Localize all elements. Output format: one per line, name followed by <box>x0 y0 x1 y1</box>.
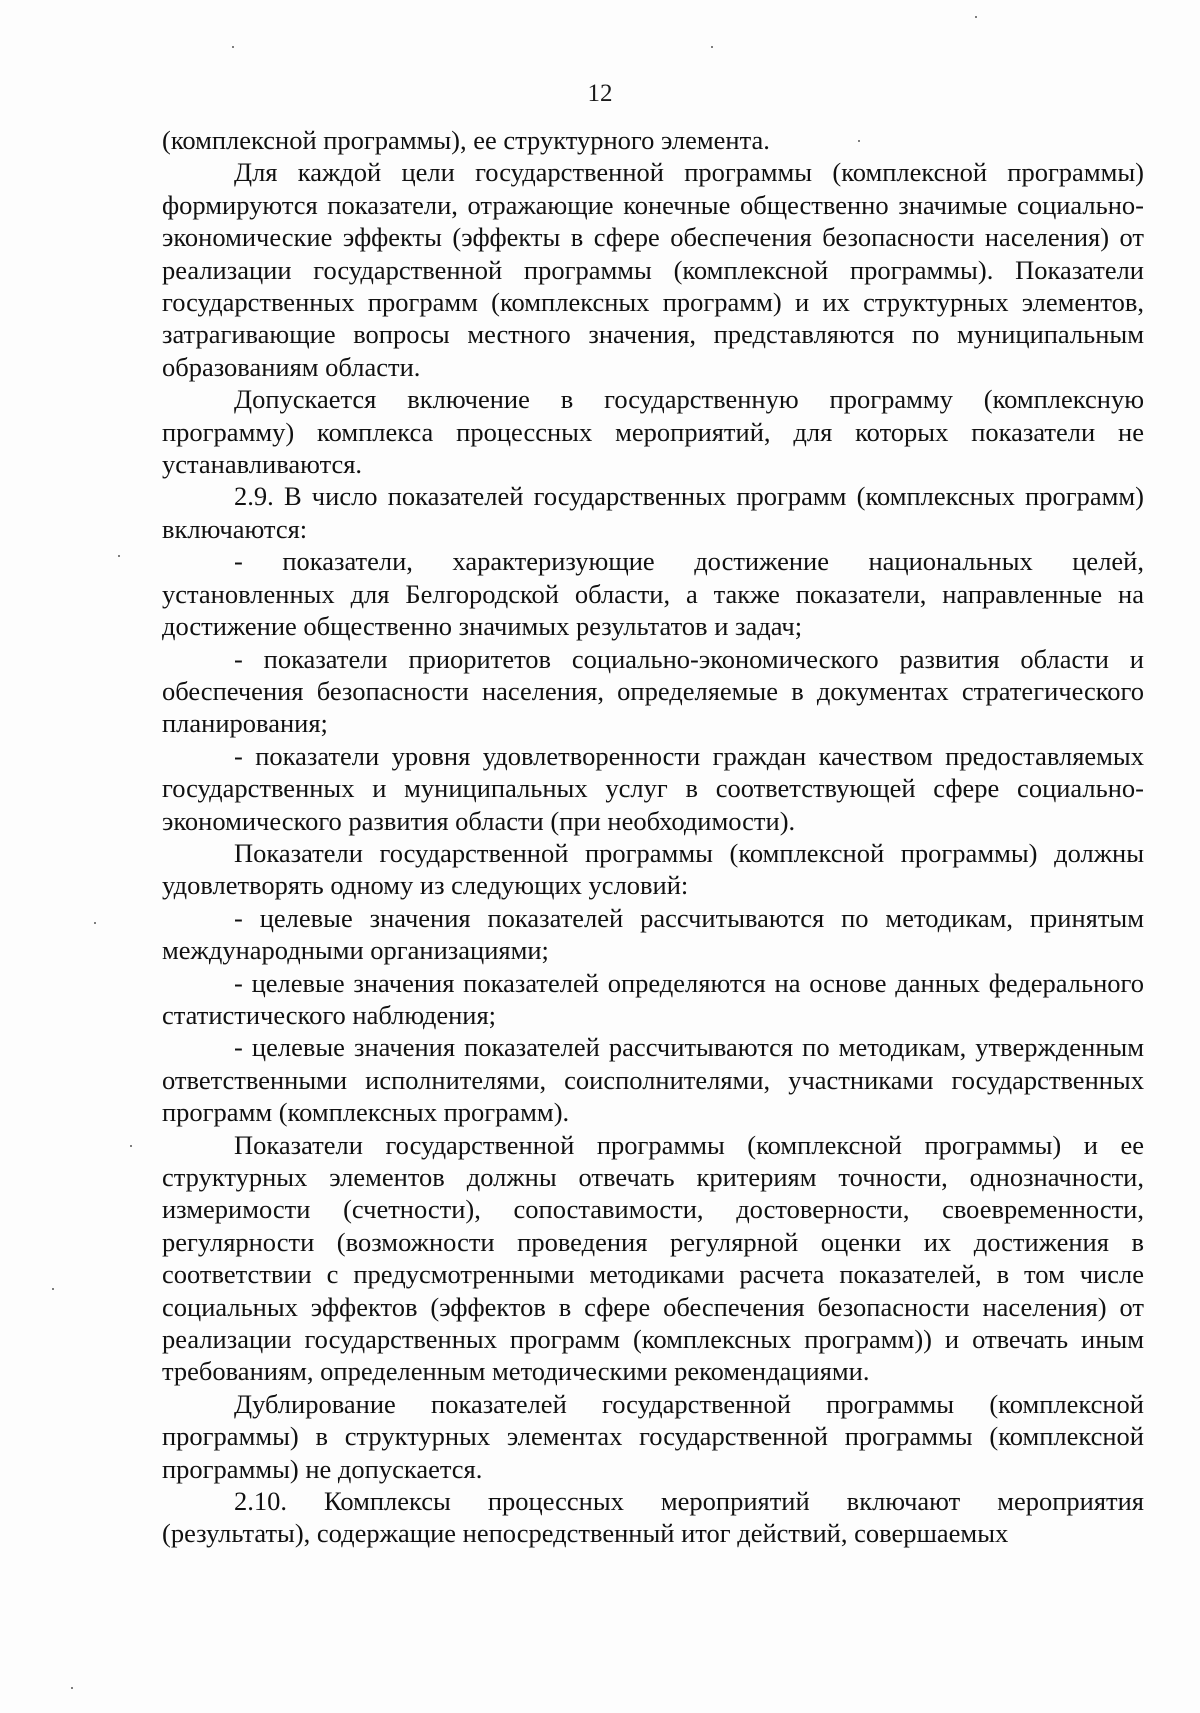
scan-speck <box>130 1145 132 1147</box>
scan-speck <box>118 555 120 557</box>
section-2-10-paragraph: 2.10. Комплексы процессных мероприятий включают мероприятия (результаты), содержащие непосредственный итог действий, совершаемых <box>162 1486 1144 1549</box>
paragraph: Дублирование показателей государственной программы (комплексной программы) в структурных элементах государственной программы (комплексной программы) не допускается. <box>162 1388 1144 1484</box>
scan-speck <box>94 922 96 924</box>
list-item: - целевые значения показателей рассчитываются по методикам, принятым международными организациями; <box>162 902 1144 966</box>
paragraph: (комплексной программы), ее структурного элемента. <box>162 125 770 155</box>
paragraph: Показатели государственной программы (комплексной программы) и ее структурных элементов должны отвечать критериям точности, однозначности, измеримости (счетности), сопоставимости, достоверности, своевременности, регулярности (возможности проведения регулярной оценки их достижения в соответствии с предусмотренными методиками расчета показателей, в том числе социальных эффектов (эффектов в сфере обеспечения безопасности населения) от реализации государственных программ (комплексных программ)) и отвечать иным требованиям, определенным методическими рекомендациями. <box>162 1129 1144 1387</box>
paragraph: Для каждой цели государственной программы (комплексной программы) формируются показатели, отражающие конечные общественно значимые социально-экономические эффекты (эффекты в сфере обеспечения безопасности населения) от реализации государственной программы (комплексной программы). Показатели государственных программ (комплексных программ) и их структурных элементов, затрагивающие вопросы местного значения, представляются по муниципальным образованиям области. <box>162 157 1144 382</box>
scan-speck <box>52 1288 54 1290</box>
paragraph: Допускается включение в государственную программу (комплексную программу) комплекса процессных мероприятий, для которых показатели не устанавливаются. <box>162 384 1144 480</box>
scan-speck <box>71 1687 73 1689</box>
scan-speck <box>975 16 977 18</box>
list-item: - целевые значения показателей определяются на основе данных федерального статистического наблюдения; <box>162 967 1144 1030</box>
list-item: - показатели уровня удовлетворенности граждан качеством предоставляемых государственных и муниципальных услуг в соответствующей сфере социально-экономического развития области (при необходимости). <box>162 740 1144 836</box>
list-item: - показатели, характеризующие достижение национальных целей, установленных для Белгородской области, а также показатели, направленные на достижение общественно значимых результатов и задач; <box>162 546 1144 642</box>
scan-speck <box>711 46 713 48</box>
paragraph: Показатели государственной программы (комплексной программы) должны удовлетворять одному из следующих условий: <box>162 837 1144 901</box>
section-2-9-paragraph: 2.9. В число показателей государственных программ (комплексных программ) включаются: <box>162 481 1144 544</box>
scan-speck <box>232 46 234 48</box>
document-body <box>162 124 1144 1550</box>
list-item: - целевые значения показателей рассчитываются по методикам, утвержденным ответственными исполнителями, соисполнителями, участниками государственных программ (комплексных программ). <box>162 1032 1144 1128</box>
list-item: - показатели приоритетов социально-экономического развития области и обеспечения безопасности населения, определяемые в документах стратегического планирования; <box>162 643 1144 739</box>
page-number: 12 <box>587 80 613 107</box>
